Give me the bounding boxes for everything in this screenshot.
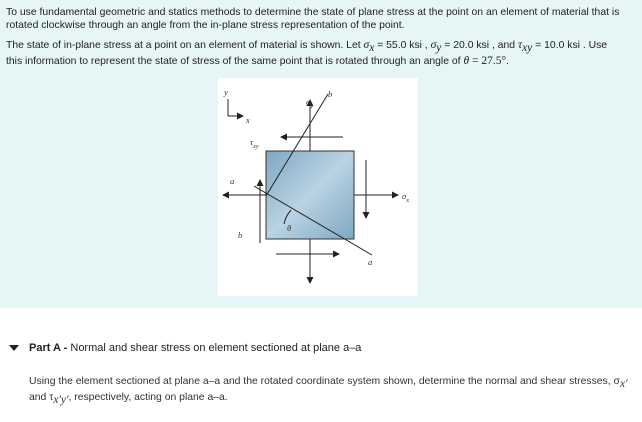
y-axis-label: y [224,87,228,97]
tau-value: = 10.0 ksi . Use [532,40,608,51]
tau-subscript: xy [522,42,533,55]
stress-diagram [218,78,418,296]
sigma-x-subscript: x [369,42,375,55]
sigma-x-label: $\sigma_x$ [402,191,410,204]
question-tau-subscript: x'y' [53,394,69,407]
b-top-label: b [328,89,333,99]
intro-paragraph-2 [6,39,630,68]
theta-symbol: θ [463,55,470,68]
x-axis-label: x [246,115,250,125]
sigma-y-subscript: y [436,42,442,55]
question-line-2-start: and τ [29,392,54,404]
part-a-question [29,375,629,407]
a-left-label: a [230,176,235,186]
intro-text-2: this information to represent the state of stress of the same point that is rotated through an angle of [6,56,464,68]
sigma-y-value: = 20.0 ksi , and [441,40,518,51]
part-a-title [29,342,361,354]
intro-period: . [506,56,509,68]
tau-symbol: τ [517,39,523,51]
a-bottom-label: a [368,257,373,267]
sigma-x-symbol: σ [363,39,370,51]
part-a-prefix: Part A - [29,342,68,354]
intro-paragraph-1: To use fundamental geometric and statics methods to determine the state of plane stress at the point on an element of material that is rotated clockwise through an angle from the in-plane stress representation of the point. [6,7,620,31]
b-left-label: b [238,230,243,240]
theta-value: = 27.5° [469,55,507,68]
question-line-2-end: , respectively, acting on plane a–a. [68,392,228,404]
question-sigma-subscript: x' [619,378,628,391]
question-line-1: Using the element sectioned at plane a–a and the rotated coordinate system shown, determine the normal and shear stresses, σ [29,376,620,387]
theta-label: θ [287,223,292,233]
collapse-triangle-icon[interactable] [9,345,19,351]
sigma-x-value: = 55.0 ksi , [374,40,431,51]
part-a-header[interactable] [0,336,642,364]
sigma-y-symbol: σ [430,39,437,51]
sigma-y-label: $\sigma_y$ [306,97,314,110]
part-a-title-text: Normal and shear stress on element sectioned at plane a–a [67,342,362,354]
stress-element-figure [218,78,418,296]
intro-text: The state of in-plane stress at a point on an element of material is shown. Let [6,40,364,51]
tau-label: $\tau_{xy}$ [250,137,259,150]
stress-block [266,151,354,239]
